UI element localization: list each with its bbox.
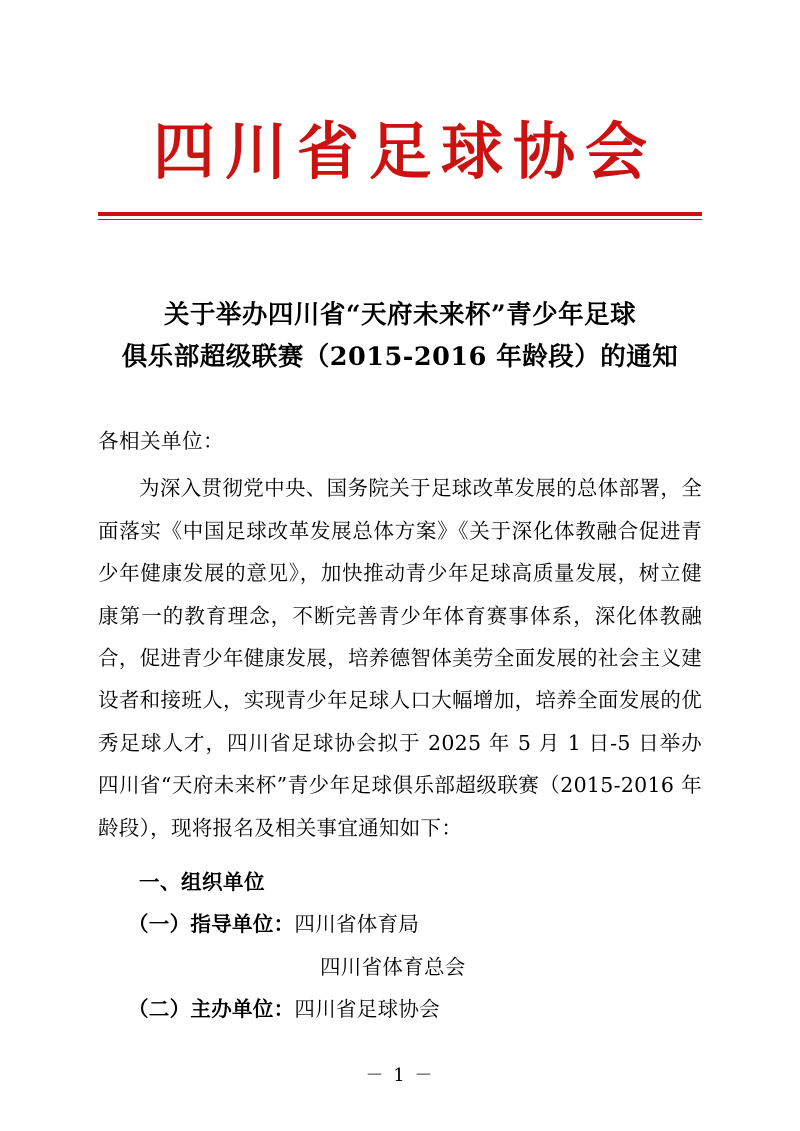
letterhead-organization: 四川省足球协会 xyxy=(152,115,657,188)
page-title-line-1: 关于举办四川省“天府未来杯”青少年足球 xyxy=(163,300,637,331)
body-paragraph: 为深入贯彻党中央、国务院关于足球改革发展的总体部署，全面落实《中国足球改革发展总体方案》《关于深化体教融合促进青少年健康发展的意见》，加快推动青少年足球高质量发展，树立健康第一的教育理念，不断完善青少年体育赛事体系，深化体教融合，促进青少年健康发展，培养德智体美劳全面发展的社会主义建设者和接班人，实现青少年足球人口大幅增加，培养全面发展的优秀足球人才，四川省足球协会拟于 2025 年 5 月 1 日-5 日举办四川省“天府未来杯”青少年足球俱乐部超级联赛（2015-2016 年龄段），现将报名及相关事宜通知如下： xyxy=(98,476,702,840)
list-item-guidance-unit-label: （一）指导单位： xyxy=(128,912,295,937)
list-item-guidance-unit-value-2: 四川省体育总会 xyxy=(320,954,466,979)
letterhead-rule-thick xyxy=(98,212,702,216)
page-title-line-2: 俱乐部超级联赛（2015-2016 年龄段）的通知 xyxy=(121,342,679,373)
list-item-host-unit-label: （二）主办单位： xyxy=(128,997,295,1022)
letterhead xyxy=(98,0,702,220)
list-item-host-unit-value: 四川省足球协会 xyxy=(294,997,441,1022)
section-heading-organizers: 一、组织单位 xyxy=(139,870,265,895)
salutation: 各相关单位： xyxy=(98,429,224,454)
list-item-guidance-unit-value: 四川省体育局 xyxy=(294,912,420,937)
page-number: － 1 － xyxy=(365,1065,435,1086)
list-item-guidance-unit xyxy=(98,903,702,945)
list-item-host-unit xyxy=(98,988,702,1030)
letterhead-rule-thin xyxy=(98,219,702,220)
page-title xyxy=(98,294,702,378)
